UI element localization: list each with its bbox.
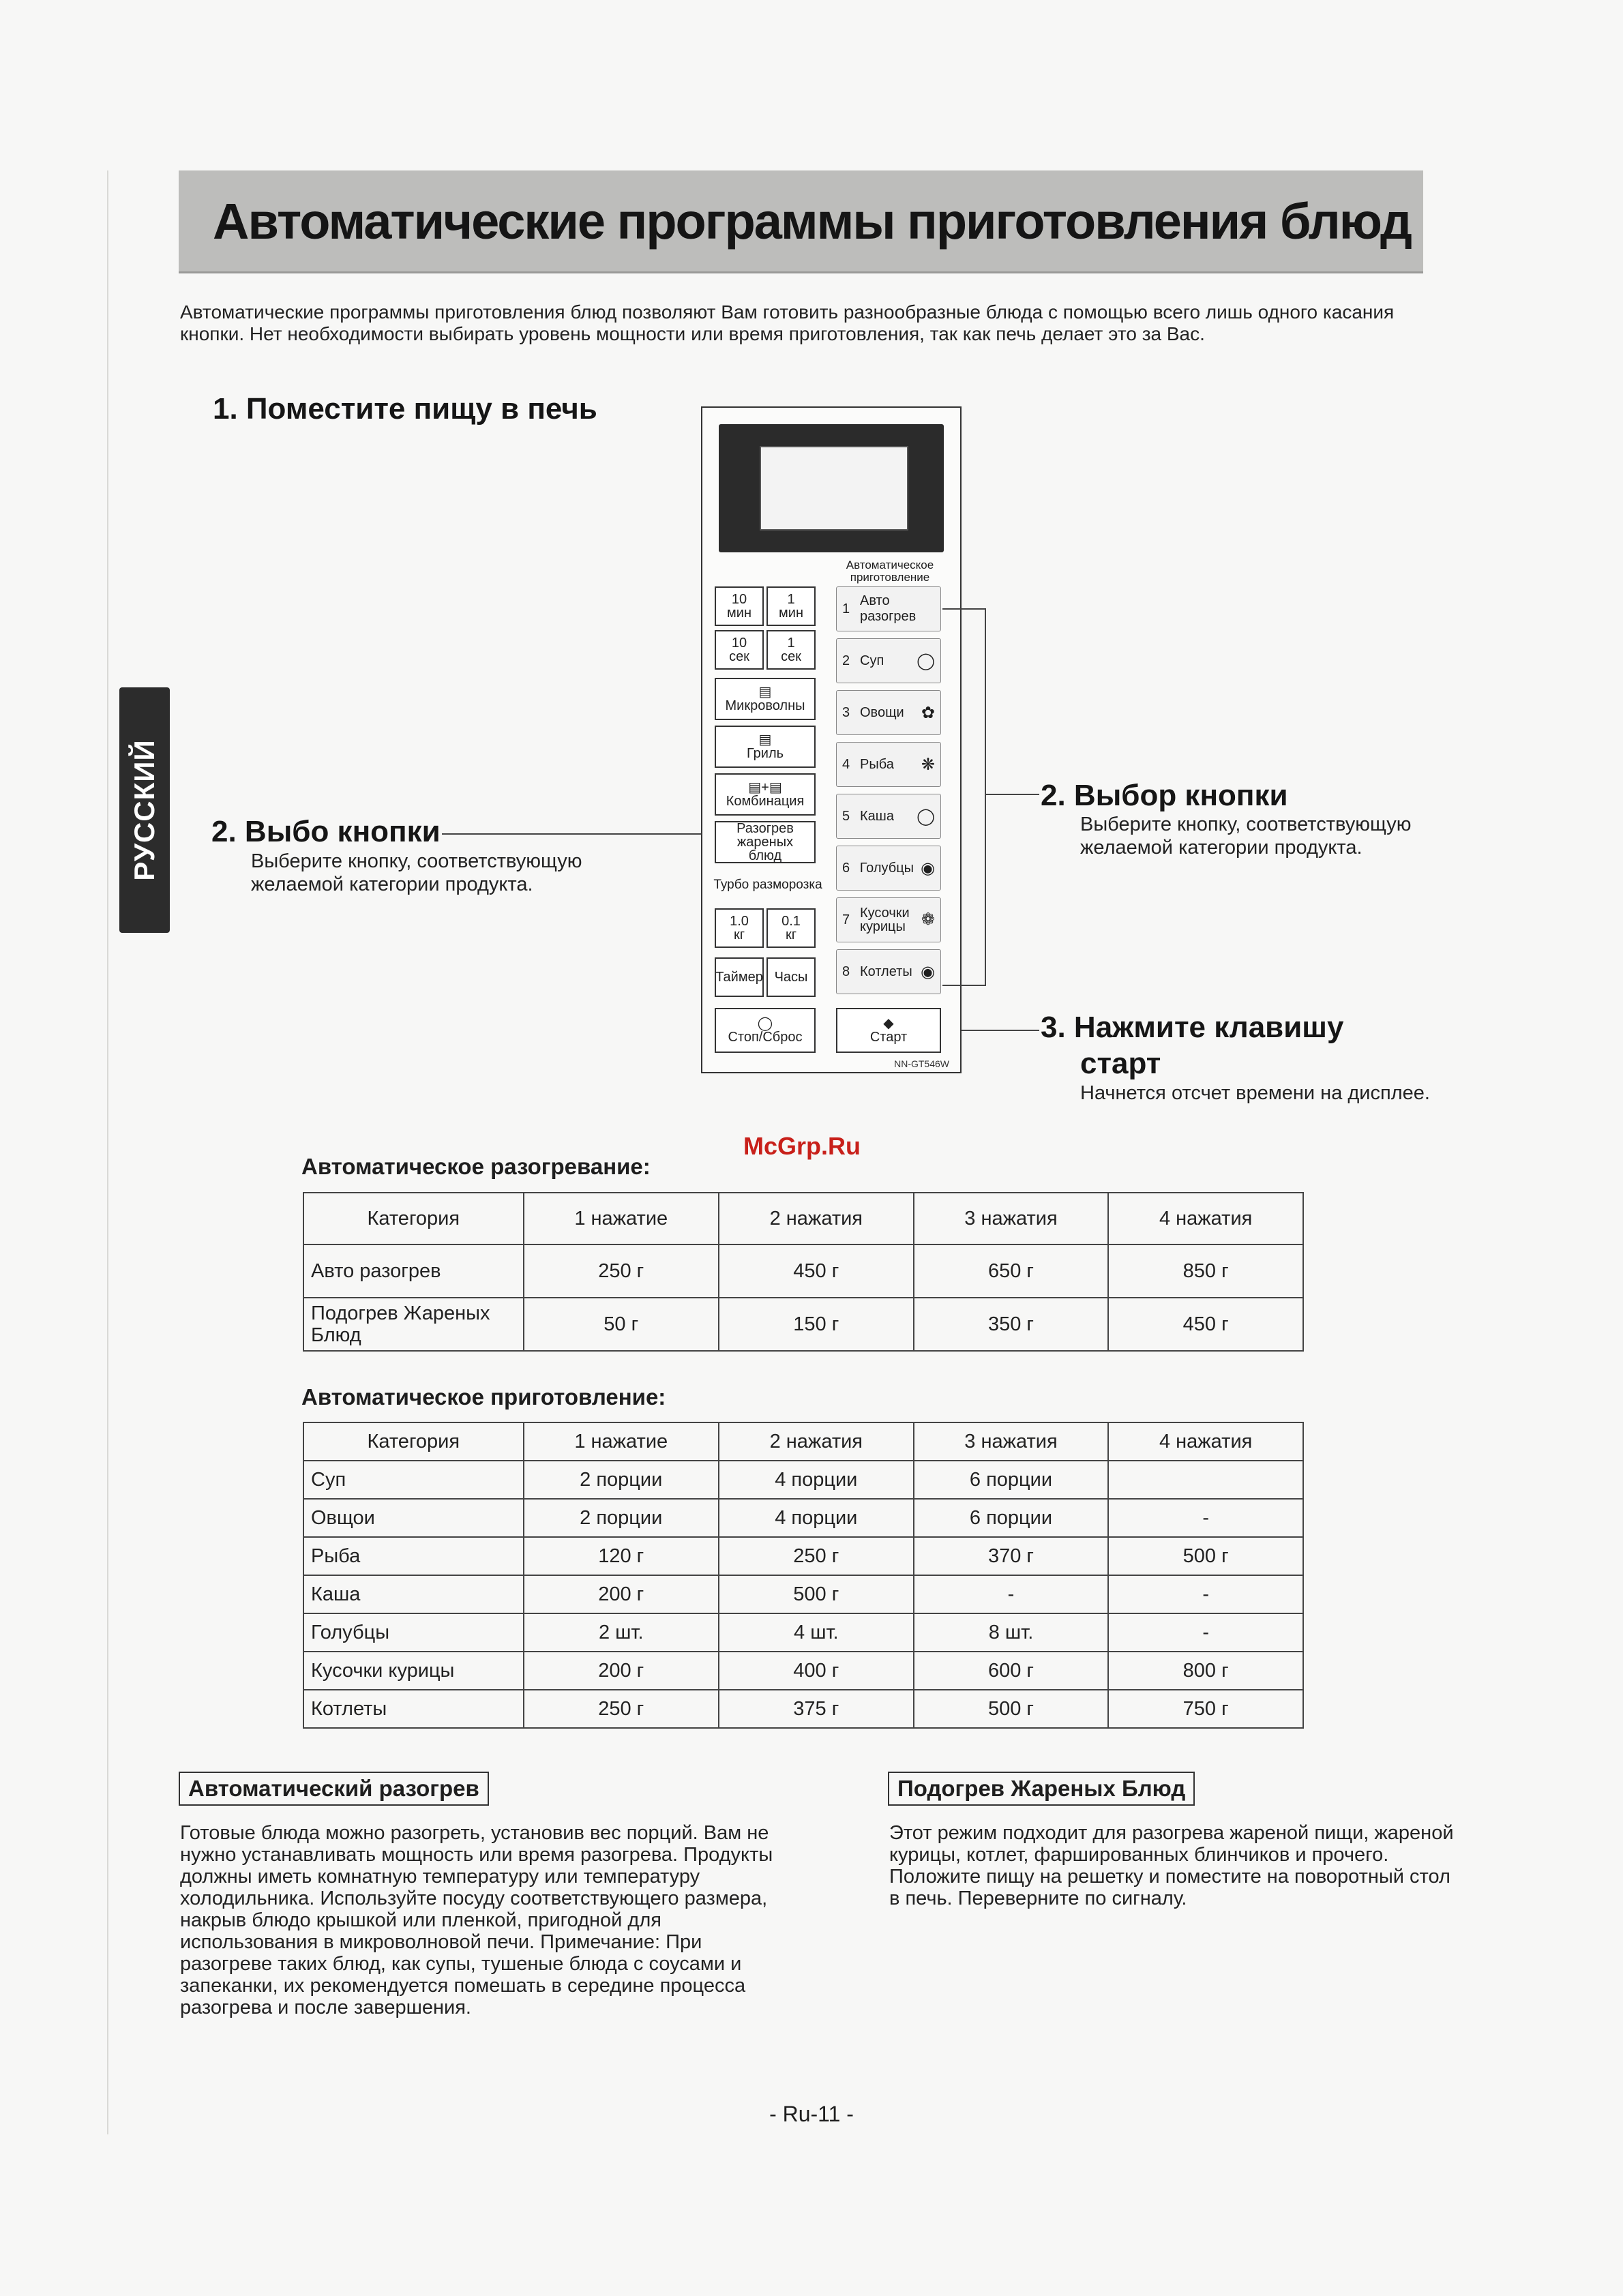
microwave-icon: ▤: [758, 685, 772, 700]
table-cell: [1108, 1461, 1303, 1499]
stop-icon: ◯: [757, 1016, 773, 1031]
table-cell: 50 г: [524, 1298, 719, 1351]
grill-button[interactable]: [715, 726, 816, 768]
column-header: 3 нажатия: [914, 1193, 1109, 1244]
button-10-min[interactable]: [715, 586, 764, 626]
table-cell: Суп: [303, 1461, 524, 1499]
stop-reset-label: Стоп/Сброс: [728, 1030, 803, 1045]
intro-paragraph: Автоматические программы приготовления блюд позволяют Вам готовить разнообразные блюда с помощью всего лишь одного касания кнопки. Нет необходимости выбирать уровень мощности или время приготовления, так как печь делает это за Вас.: [180, 301, 1395, 344]
grill-icon: ▤: [758, 732, 772, 747]
table-cell: 8 шт.: [914, 1613, 1109, 1652]
combination-icon: ▤+▤: [748, 780, 782, 795]
button-10-sec-number: 10: [731, 636, 747, 651]
column-header: 2 нажатия: [719, 1193, 914, 1244]
auto-button-number: 4: [842, 756, 850, 772]
auto-button-label: Голубцы: [859, 860, 914, 876]
cook-table: [303, 1422, 1304, 1729]
auto-button-label: Авто разогрев: [860, 593, 917, 624]
table-header-row: [303, 1193, 1303, 1244]
cutlet-icon: ◉: [921, 962, 935, 981]
auto-button-number: 6: [842, 860, 850, 876]
step3-text: Начнется отсчет времени на дисплее.: [1080, 1082, 1430, 1104]
combination-button[interactable]: [715, 773, 816, 816]
clock-label: Часы: [774, 970, 808, 985]
table-cell: 850 г: [1108, 1244, 1303, 1298]
auto-button-number: 5: [842, 808, 850, 824]
porridge-button[interactable]: [836, 794, 941, 839]
button-1-min[interactable]: [766, 586, 816, 626]
column-header: 3 нажатия: [914, 1422, 1109, 1461]
table-row: [303, 1575, 1303, 1613]
button-10-min-unit: мин: [727, 606, 751, 621]
step2-right-text: Выберите кнопку, соответствующую желаемой категории продукта.: [1080, 814, 1412, 859]
table-cell: 200 г: [524, 1575, 719, 1613]
chicken-pieces-button[interactable]: [836, 897, 941, 942]
table-cell: Кусочки курицы: [303, 1652, 524, 1690]
table-row: [303, 1244, 1303, 1298]
step2-left-leader: [442, 833, 715, 835]
button-0-1-kg[interactable]: [766, 908, 816, 948]
cutlets-button[interactable]: [836, 949, 941, 994]
table-cell: 500 г: [914, 1690, 1109, 1728]
bowl-icon: ◯: [917, 651, 935, 670]
button-1-kg[interactable]: [715, 908, 764, 948]
fish-button[interactable]: [836, 742, 941, 787]
stop-reset-button[interactable]: [715, 1008, 816, 1053]
table-cell: 450 г: [719, 1244, 914, 1298]
reheat-table: [303, 1192, 1304, 1352]
step1-title: 1. Поместите пищу в печь: [213, 392, 597, 426]
auto-button-number: 2: [842, 653, 850, 668]
table-row: [303, 1499, 1303, 1537]
language-tab: [119, 687, 170, 933]
table-cell: 400 г: [719, 1652, 914, 1690]
button-1-min-number: 1: [787, 592, 795, 607]
column-header: 4 нажатия: [1108, 1422, 1303, 1461]
column-header: 1 нажатие: [524, 1193, 719, 1244]
table-cell: -: [914, 1575, 1109, 1613]
table-cell: 800 г: [1108, 1652, 1303, 1690]
button-1-min-unit: мин: [779, 606, 803, 621]
control-panel: [701, 406, 962, 1073]
table-cell: 150 г: [719, 1298, 914, 1351]
table-cell: Авто разогрев: [303, 1244, 524, 1298]
table-cell: Голубцы: [303, 1613, 524, 1652]
auto-button-label: Каша: [860, 808, 894, 824]
auto-button-number: 7: [842, 912, 850, 927]
table-cell: 600 г: [914, 1652, 1109, 1690]
display-screen: [760, 446, 908, 531]
step3-title-line2: старт: [1080, 1047, 1161, 1080]
table-cell: 4 порции: [719, 1461, 914, 1499]
table-cell: 750 г: [1108, 1690, 1303, 1728]
table-cell: Овщои: [303, 1499, 524, 1537]
button-1-kg-number: 1.0: [730, 914, 749, 929]
auto-reheat-button[interactable]: [836, 586, 941, 631]
column-header: 4 нажатия: [1108, 1193, 1303, 1244]
timer-button[interactable]: [715, 957, 764, 997]
table-cell: 2 шт.: [524, 1613, 719, 1652]
clock-button[interactable]: [766, 957, 816, 997]
column-header: Категория: [303, 1422, 524, 1461]
table-cell: 250 г: [524, 1244, 719, 1298]
table-cell: 500 г: [719, 1575, 914, 1613]
table-cell: Рыба: [303, 1537, 524, 1575]
table-row: [303, 1652, 1303, 1690]
title-band: [179, 170, 1423, 273]
table-cell: 375 г: [719, 1690, 914, 1728]
button-0-1-kg-unit: кг: [785, 927, 797, 942]
auto-button-number: 3: [842, 704, 850, 720]
step3-title-line1: 3. Нажмите клавишу: [1041, 1011, 1344, 1044]
start-icon: ◆: [883, 1016, 894, 1031]
page-edge: [107, 170, 108, 2134]
auto-button-label: Овощи: [860, 704, 904, 720]
table-cell: -: [1108, 1575, 1303, 1613]
button-1-sec[interactable]: [766, 630, 816, 670]
table-row: [303, 1298, 1303, 1351]
auto-button-label: Кусочки курицы: [860, 906, 910, 934]
step2-left-title: 2. Выбо кнопки: [211, 815, 441, 848]
vegetable-icon: ✿: [921, 703, 935, 722]
table-header-row: [303, 1422, 1303, 1461]
table-cell: -: [1108, 1499, 1303, 1537]
timer-label: Таймер: [715, 970, 763, 985]
table-cell: 500 г: [1108, 1537, 1303, 1575]
step2-right-leader: [985, 794, 1039, 795]
table-cell: 6 порции: [914, 1461, 1109, 1499]
table-cell: 650 г: [914, 1244, 1109, 1298]
turbo-defrost-label: Турбо разморозка: [713, 878, 822, 892]
start-label: Старт: [869, 1030, 908, 1045]
fried-reheat-text: Этот режим подходит для разогрева жареной пищи, жареной курицы, котлет, фаршированных блинчиков и прочего. Положите пищу на решетку и поместите на поворотный стол в печь. Переверните по сигналу.: [889, 1822, 1454, 1909]
fried-reheat-title: Подогрев Жареных Блюд: [888, 1772, 1195, 1806]
table-cell: 450 г: [1108, 1298, 1303, 1351]
button-10-min-number: 10: [731, 592, 747, 607]
table-cell: 2 порции: [524, 1499, 719, 1537]
reheat-table-title: Автоматическое разогревание:: [301, 1154, 651, 1179]
step2-right-title: 2. Выбор кнопки: [1041, 779, 1288, 812]
button-10-sec[interactable]: [715, 630, 764, 670]
table-cell: 370 г: [914, 1537, 1109, 1575]
column-header: 1 нажатие: [524, 1422, 719, 1461]
table-row: [303, 1537, 1303, 1575]
reheat-fried-button[interactable]: [715, 821, 816, 863]
watermark: McGrp.Ru: [743, 1132, 861, 1160]
column-header: 2 нажатия: [719, 1422, 914, 1461]
start-button[interactable]: [836, 1008, 941, 1053]
column-header: Категория: [303, 1193, 524, 1244]
microwave-button[interactable]: [715, 678, 816, 720]
microwave-label: Микроволны: [725, 698, 805, 713]
auto-reheat-title: Автоматический разогрев: [179, 1772, 489, 1806]
table-cell: -: [1108, 1613, 1303, 1652]
auto-buttons-bracket: [942, 608, 986, 986]
cabbage-rolls-button[interactable]: [836, 846, 941, 891]
button-1-kg-unit: кг: [733, 927, 745, 942]
table-row: [303, 1690, 1303, 1728]
auto-button-number: 1: [842, 601, 850, 616]
page-number: - Ru-11 -: [769, 2102, 854, 2126]
auto-button-label: Котлеты: [860, 964, 912, 979]
fish-icon: ❋: [921, 755, 935, 774]
table-cell: 4 порции: [719, 1499, 914, 1537]
vegetables-button[interactable]: [836, 690, 941, 735]
table-cell: Подогрев Жареных Блюд: [303, 1298, 524, 1351]
pot-icon: ◯: [917, 807, 935, 826]
button-10-sec-unit: сек: [729, 649, 749, 664]
button-1-sec-unit: сек: [781, 649, 801, 664]
auto-reheat-text: Готовые блюда можно разогреть, установив вес порций. Вам не нужно устанавливать мощность или время разогрева. Продукты должны иметь комнатную температуру или температуру холодильника. Используйте посуду соответствующего размера, накрыв блюдо крышкой или пленкой, пригодной для использования в микроволновой печи. Примечание: При разогреве таких блюд, как супы, тушеные блюда с соусами и запеканки, их рекомендуется помешать в середине процесса разогрева и после завершения.: [180, 1822, 773, 2018]
page-title: Автоматические программы приготовления блюд: [213, 193, 1411, 250]
auto-button-number: 8: [842, 964, 850, 979]
table-cell: 4 шт.: [719, 1613, 914, 1652]
button-1-sec-number: 1: [787, 636, 795, 651]
chicken-icon: ❁: [921, 910, 935, 929]
soup-button[interactable]: [836, 638, 941, 683]
model-number: NN-GT546W: [894, 1058, 949, 1069]
auto-button-label: Рыба: [860, 756, 894, 772]
table-cell: 2 порции: [524, 1461, 719, 1499]
step2-left-text: Выберите кнопку, соответствующую желаемой категории продукта.: [251, 850, 582, 895]
table-row: [303, 1461, 1303, 1499]
auto-cook-header: Автоматическое приготовление: [846, 558, 934, 584]
table-cell: 250 г: [719, 1537, 914, 1575]
table-cell: 120 г: [524, 1537, 719, 1575]
combination-label: Комбинация: [726, 794, 805, 809]
button-0-1-kg-number: 0.1: [781, 914, 801, 929]
table-cell: 350 г: [914, 1298, 1109, 1351]
language-tab-label: РУССКИЙ: [128, 739, 160, 881]
table-cell: 250 г: [524, 1690, 719, 1728]
roll-icon: ◉: [921, 859, 935, 878]
panel-display: [719, 424, 944, 552]
reheat-fried-label: Разогрев жареных блюд: [736, 821, 794, 863]
table-cell: 200 г: [524, 1652, 719, 1690]
table-cell: Котлеты: [303, 1690, 524, 1728]
cook-table-title: Автоматическое приготовление:: [301, 1384, 666, 1410]
table-cell: Каша: [303, 1575, 524, 1613]
auto-button-label: Суп: [860, 653, 884, 668]
grill-label: Гриль: [746, 746, 784, 761]
table-cell: 6 порции: [914, 1499, 1109, 1537]
table-row: [303, 1613, 1303, 1652]
